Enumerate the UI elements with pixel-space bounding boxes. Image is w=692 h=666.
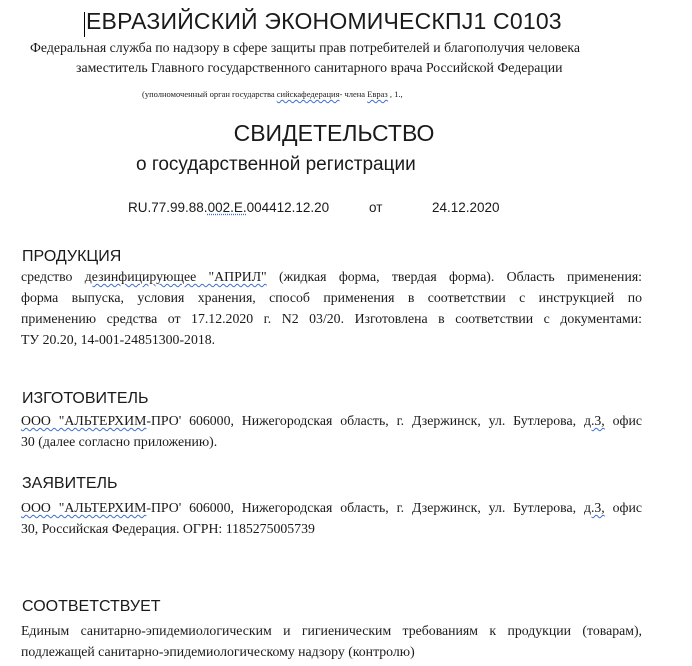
applicant-line: 30, Российская Федерация. ОГРН: 1185275005739 — [21, 521, 315, 536]
product-line: форма выпуска, условия хранения, способ применения в соответствии с инструкцией по — [21, 290, 642, 305]
manufacturer-text — [21, 410, 642, 452]
note-part: - члена — [339, 89, 368, 99]
manufacturer-heading: ИЗГОТОВИТЕЛЬ — [22, 390, 149, 407]
service-official: заместитель Главного государственного санитарного врача Российской Федерации — [76, 60, 563, 75]
registration-number — [128, 200, 329, 215]
text-part: (жидкая форма, твердая форма). Область применения: — [266, 269, 643, 284]
applicant-heading: ЗАЯВИТЕЛЬ — [22, 475, 118, 492]
certificate-title: СВИДЕТЕЛЬСТВО — [233, 120, 435, 146]
union-title: ЕВРАЗИЙСКИЙ ЭКОНОМИЧЕСКПJ1 С0103 — [86, 8, 562, 34]
authorized-body-note — [142, 89, 403, 99]
conformity-heading: СООТВЕТСТВУЕТ — [22, 598, 161, 615]
text-part: офис — [604, 413, 642, 428]
conformity-text — [21, 620, 642, 662]
text-part: -ПРО' 606000, Нижегородская область, г. Дзержинск, ул. Бутлерова, — [146, 413, 584, 428]
note-part-marked: Евраз — [367, 89, 388, 99]
product-name: дезинфицирующее "АПРИЛ" — [84, 269, 267, 284]
company-name: ООО "АЛЬТЕРХИМ — [21, 413, 147, 428]
from-label: от — [369, 200, 383, 215]
reg-suffix: 004412.12.20 — [246, 200, 330, 215]
product-text — [21, 266, 642, 350]
note-part: (уполномоченный орган государства — [142, 89, 277, 99]
note-part-marked: сийскафедерация — [276, 89, 340, 99]
certificate-subtitle: о государственной регистрации — [136, 154, 416, 175]
reg-prefix: RU.77.99.88. — [128, 200, 208, 215]
applicant-text — [21, 497, 642, 539]
house-number: д.3, — [583, 500, 605, 515]
product-line: ТУ 20.20, 14-001-24851300-2018. — [21, 332, 216, 347]
product-line: применению средства от 17.12.2020 г. N2 03/20. Изготовлена в соответствии с документами: — [21, 311, 642, 326]
text-part: средство — [21, 269, 85, 284]
reg-marked: 002.Е. — [207, 200, 247, 215]
service-name: Федеральная служба по надзору в сфере защиты прав потребителей и благополучия человека — [30, 40, 580, 55]
manufacturer-line — [21, 410, 642, 431]
company-name: ООО "АЛЬТЕРХИМ — [21, 500, 147, 515]
applicant-line — [21, 497, 642, 518]
registration-date: 24.12.2020 — [432, 200, 500, 215]
text-cursor — [84, 12, 85, 37]
note-part: , 1., — [387, 89, 403, 99]
text-part: -ПРО' 606000, Нижегородская область, г. Дзержинск, ул. Бутлерова, — [146, 500, 584, 515]
manufacturer-line: 30 (далее согласно приложению). — [21, 434, 218, 449]
product-line — [21, 266, 642, 287]
text-part: офис — [604, 500, 642, 515]
conformity-line: Единым санитарно-эпидемиологическим и гигиеническим требованиям к продукции (товарам), — [21, 623, 642, 638]
product-heading: ПРОДУКЦИЯ — [22, 248, 122, 265]
house-number: д.3, — [583, 413, 605, 428]
conformity-line: подлежащей санитарно-эпидемиологическому надзору (контролю) — [21, 644, 415, 659]
